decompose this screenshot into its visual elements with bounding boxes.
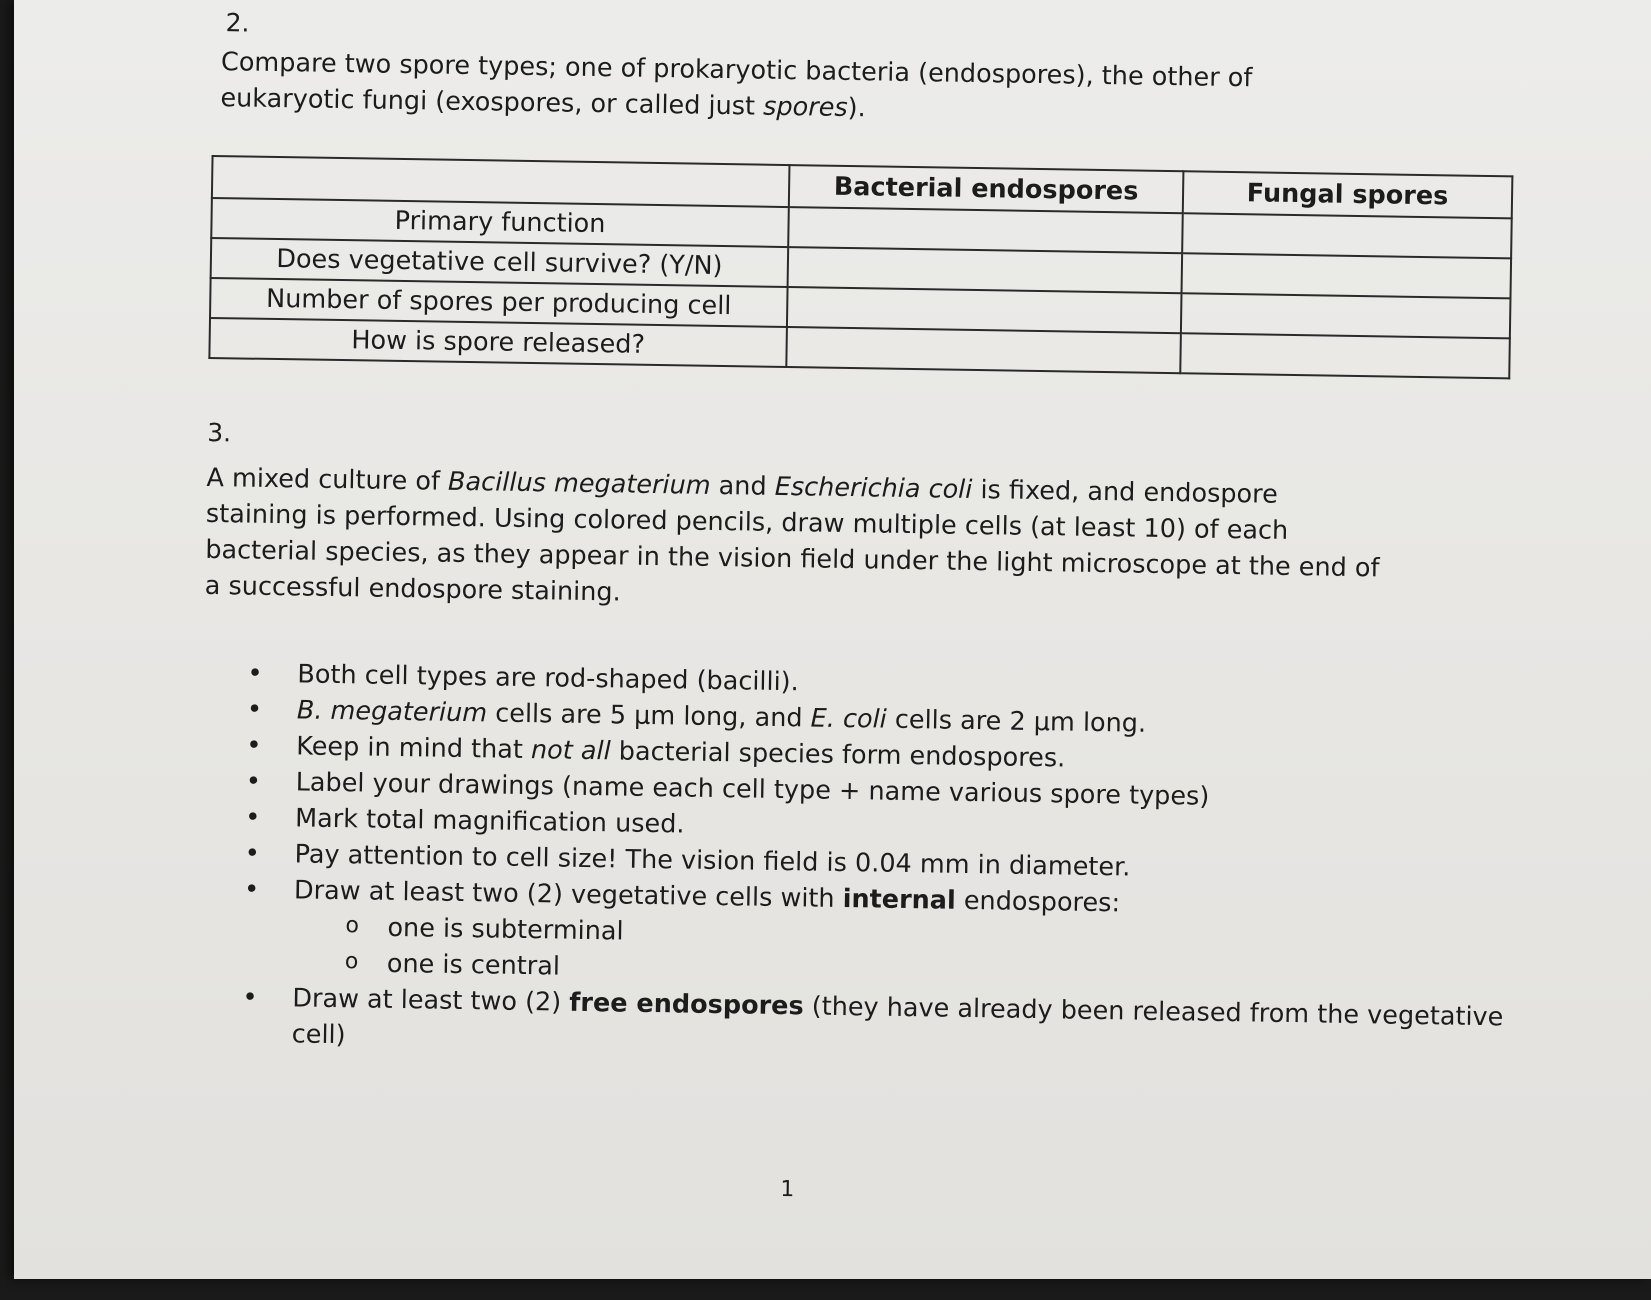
worksheet-content	[194, 0, 1544, 1300]
emphasis-text: not all	[530, 735, 611, 767]
answer-cell-bacterial[interactable]	[788, 207, 1183, 253]
emphasis-bold: internal	[842, 883, 956, 916]
sub-list-item: o one is subterminal	[387, 910, 1543, 964]
item-text: endospores:	[955, 885, 1121, 919]
answer-cell-bacterial[interactable]	[788, 247, 1183, 293]
question-3-number: 3.	[206, 417, 232, 448]
row-label-spore-release: How is spore released?	[209, 318, 787, 367]
species-name-bmegaterium: B. megaterium	[296, 695, 488, 729]
question-2-prompt	[220, 44, 1371, 134]
answer-cell-bacterial[interactable]	[786, 327, 1181, 373]
item-text: Keep in mind that	[296, 731, 532, 766]
list-item: • Mark total magnification used.	[295, 800, 1545, 856]
species-name-bacillus: Bacillus megaterium	[447, 466, 711, 501]
row-label-spores-per-cell: Number of spores per producing cell	[210, 278, 788, 327]
header-fungal-spores: Fungal spores	[1183, 171, 1513, 218]
prompt-italic: spores	[762, 91, 848, 123]
prompt-text: is fixed, and endospore staining is performed. Using colored pencils, draw multiple cells (at least 10) of each bacterial species, as they appear in the vision field under the light microscope at the end of a successful endospore staining.	[204, 474, 1380, 608]
item-text: Draw at least two (2)	[292, 983, 570, 1018]
prompt-text: A mixed culture of	[206, 462, 449, 497]
page-number: 1	[780, 1177, 795, 1203]
question-3-prompt	[205, 460, 1387, 623]
item-text: cells are 5 µm long, and	[486, 698, 811, 734]
item-text: bacterial species form endospores.	[610, 736, 1066, 774]
spore-comparison-table	[208, 155, 1513, 379]
prompt-text: and	[710, 470, 775, 502]
list-item: • Both cell types are rod-shaped (bacilli).	[297, 656, 1547, 712]
list-item	[293, 872, 1545, 1000]
prompt-text-end: ).	[847, 92, 866, 124]
answer-cell-bacterial[interactable]	[787, 287, 1182, 333]
row-label-vegetative-survival: Does vegetative cell survive? (Y/N)	[211, 238, 789, 287]
emphasis-bold: free endospores	[569, 987, 804, 1022]
sub-list-item: o one is central	[387, 946, 1543, 1000]
answer-cell-fungal[interactable]	[1181, 293, 1511, 338]
answer-cell-fungal[interactable]	[1180, 333, 1510, 378]
item-text: Draw at least two (2) vegetative cells with	[293, 875, 843, 914]
header-bacterial-endospores: Bacterial endospores	[789, 165, 1184, 213]
paper-sheet	[14, 0, 1651, 1279]
item-text: cells are 2 µm long.	[886, 704, 1147, 739]
list-item: • Pay attention to cell size! The vision field is 0.04 mm in diameter.	[294, 836, 1544, 892]
answer-cell-fungal[interactable]	[1182, 213, 1512, 258]
question-2-number: 2.	[225, 8, 250, 38]
instruction-list	[237, 656, 1547, 1072]
species-name-ecoli: E. coli	[810, 703, 887, 735]
row-label-primary-function: Primary function	[211, 198, 789, 247]
answer-cell-fungal[interactable]	[1182, 253, 1512, 298]
species-name-ecoli: Escherichia coli	[774, 471, 973, 505]
list-item: • Label your drawings (name each cell type + name various spore types)	[295, 764, 1545, 820]
prompt-text: Compare two spore types; one of prokaryotic bacteria (endospores), the other of eukaryotic fungi (exospores, or called just	[220, 47, 1253, 122]
item-text: (they have already been released from the vegetative cell)	[291, 991, 1504, 1051]
